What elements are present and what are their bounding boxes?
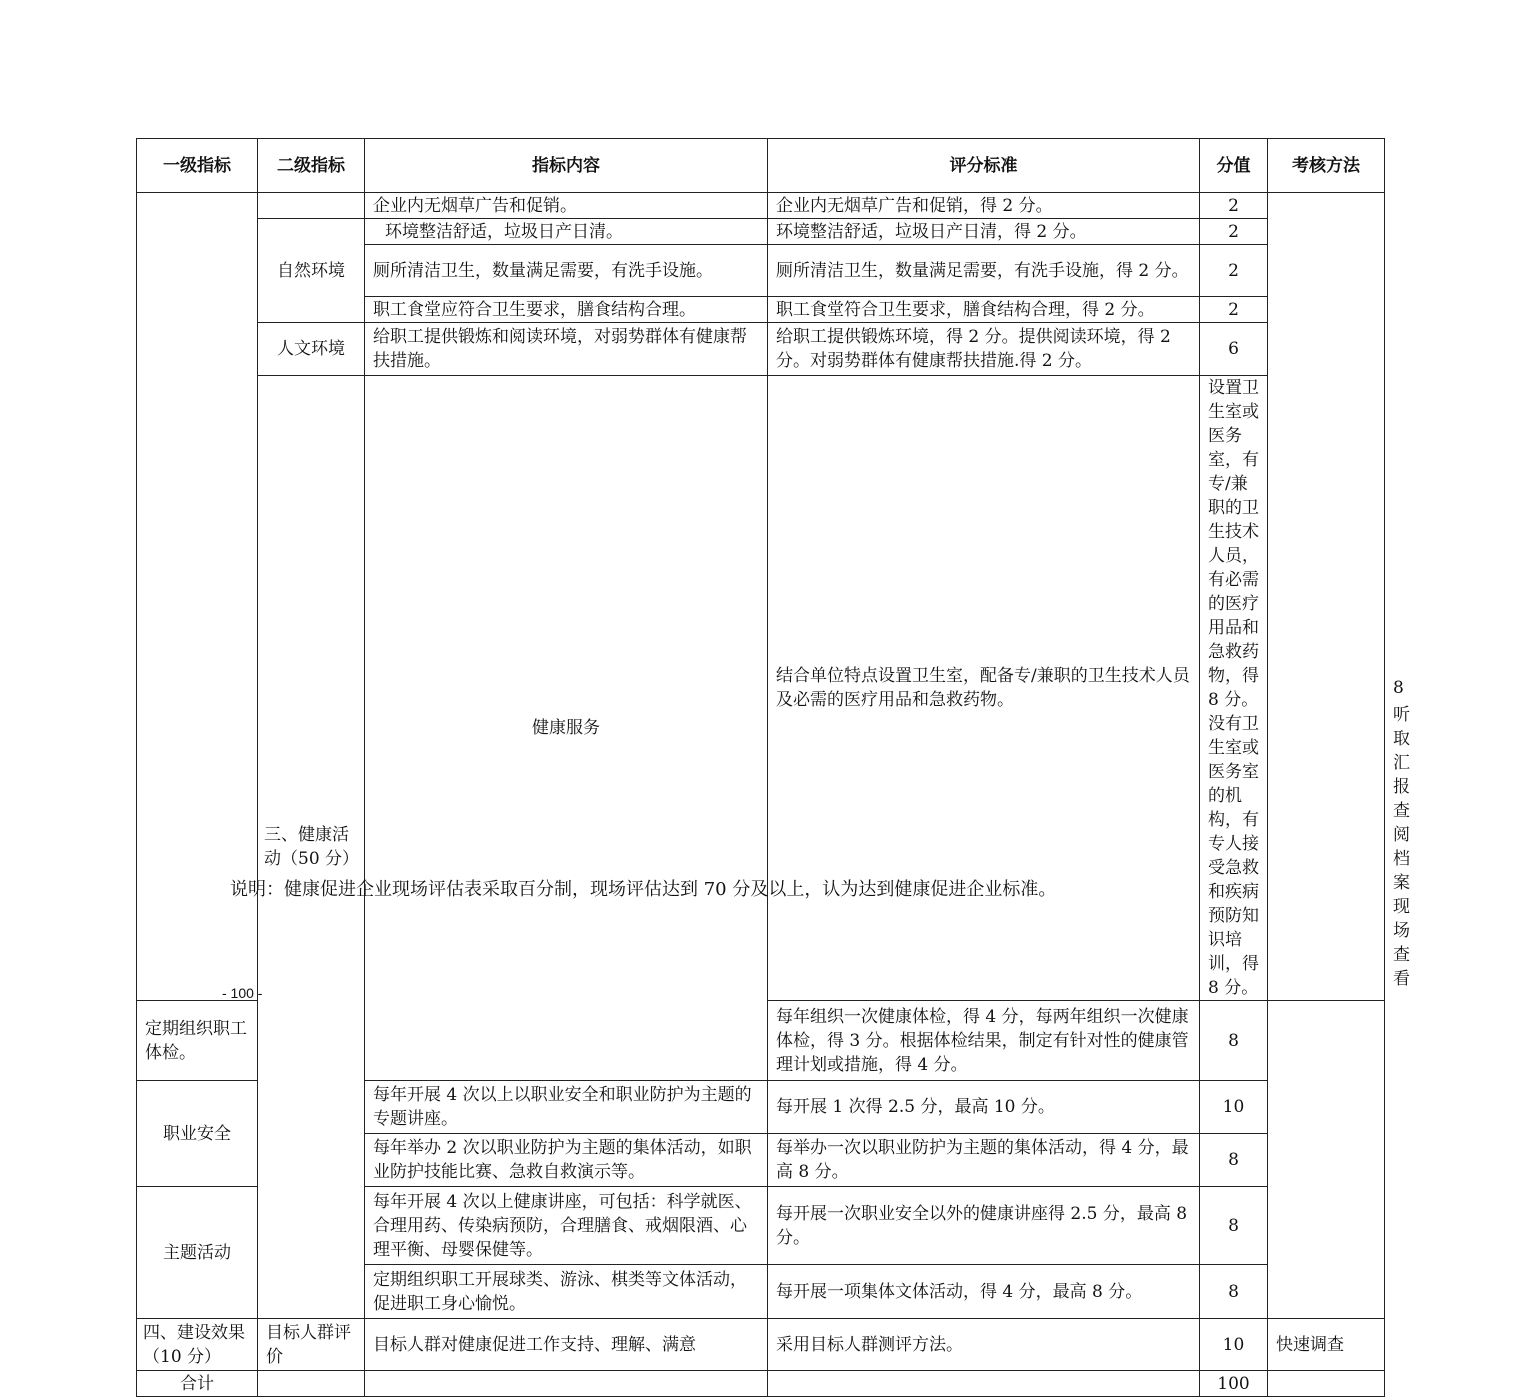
level2-occupational-safety: 职业安全: [137, 1081, 258, 1187]
criteria-cell: 每开展一次职业安全以外的健康讲座得 2.5 分，最高 8 分。: [768, 1187, 1200, 1265]
level2-target-eval: 目标人群评价: [258, 1319, 365, 1371]
empty-cell: [1268, 1371, 1385, 1397]
total-score: 100: [1200, 1371, 1268, 1397]
header-criteria: 评分标准: [768, 139, 1200, 193]
content-cell: 结合单位特点设置卫生室，配备专/兼职的卫生技术人员及必需的医疗用品和急救药物。: [768, 376, 1200, 1001]
empty-cell: [258, 1371, 365, 1397]
table-row: [137, 193, 1385, 219]
level2-humanistic-env: 人文环境: [258, 323, 365, 376]
score-cell: 8: [1200, 1134, 1268, 1187]
header-content: 指标内容: [365, 139, 768, 193]
score-cell: 8: [1200, 1001, 1268, 1081]
criteria-cell: 每举办一次以职业防护为主题的集体活动，得 4 分，最高 8 分。: [768, 1134, 1200, 1187]
content-cell: 每年开展 4 次以上健康讲座，可包括：科学就医、合理用药、传染病预防，合理膳食、戒烟限酒、心理平衡、母婴保健等。: [365, 1187, 768, 1265]
table-row: [137, 1319, 1385, 1371]
content-cell: 环境整洁舒适，垃圾日产日清。: [365, 219, 768, 245]
table-row: [137, 219, 1385, 245]
table-note: 说明：健康促进企业现场评估表采取百分制，现场评估达到 70 分及以上，认为达到健康促进企业标准。: [230, 879, 1057, 900]
level2-cell-empty: [258, 193, 365, 219]
score-cell: 2: [1200, 219, 1268, 245]
content-cell: 目标人群对健康促进工作支持、理解、满意: [365, 1319, 768, 1371]
criteria-cell: 职工食堂符合卫生要求，膳食结构合理，得 2 分。: [768, 297, 1200, 323]
criteria-cell: 每开展一项集体文体活动，得 4 分，最高 8 分。: [768, 1265, 1200, 1319]
level1-health-activities: 三、健康活动（50 分）: [258, 376, 365, 1319]
evaluation-table: [136, 138, 1410, 1397]
score-cell: 2: [1200, 193, 1268, 219]
page-number: - 100 -: [222, 985, 263, 1001]
empty-cell: [768, 1371, 1200, 1397]
criteria-cell: 每开展 1 次得 2.5 分，最高 10 分。: [768, 1081, 1200, 1134]
level2-health-service: 健康服务: [365, 376, 768, 1081]
table-row: [137, 323, 1385, 376]
content-cell: 职工食堂应符合卫生要求，膳食结构合理。: [365, 297, 768, 323]
content-cell: 每年举办 2 次以职业防护为主题的集体活动，如职业防护技能比赛、急救自救演示等。: [365, 1134, 768, 1187]
criteria-cell: 企业内无烟草广告和促销，得 2 分。: [768, 193, 1200, 219]
score-cell: 8: [1200, 1265, 1268, 1319]
method-cell-continued: [1268, 193, 1385, 1001]
score-cell: 10: [1200, 1081, 1268, 1134]
level1-construction-effect: 四、建设效果（10 分）: [137, 1319, 258, 1371]
criteria-cell: 环境整洁舒适，垃圾日产日清，得 2 分。: [768, 219, 1200, 245]
content-cell: 企业内无烟草广告和促销。: [365, 193, 768, 219]
criteria-cell: 厕所清洁卫生，数量满足需要，有洗手设施，得 2 分。: [768, 245, 1200, 297]
level2-theme-activities: 主题活动: [137, 1187, 258, 1319]
content-cell: 定期组织职工开展球类、游泳、棋类等文体活动，促进职工身心愉悦。: [365, 1265, 768, 1319]
content-cell: 给职工提供锻炼和阅读环境，对弱势群体有健康帮扶措施。: [365, 323, 768, 376]
score-cell: 8: [1200, 1187, 1268, 1265]
method-cell: 快速调查: [1268, 1319, 1385, 1371]
header-level2: 二级指标: [258, 139, 365, 193]
content-cell: 每年开展 4 次以上以职业安全和职业防护为主题的专题讲座。: [365, 1081, 768, 1134]
level2-natural-env: 自然环境: [258, 219, 365, 323]
header-level1: 一级指标: [137, 139, 258, 193]
score-cell: 2: [1200, 245, 1268, 297]
header-score: 分值: [1200, 139, 1268, 193]
criteria-cell: 采用目标人群测评方法。: [768, 1319, 1200, 1371]
total-row: [137, 1371, 1385, 1397]
header-row: [137, 139, 1385, 193]
content-cell: 厕所清洁卫生，数量满足需要，有洗手设施。: [365, 245, 768, 297]
score-cell: 10: [1200, 1319, 1268, 1371]
total-label: 合计: [137, 1371, 258, 1397]
score-cell: 6: [1200, 323, 1268, 376]
header-method: 考核方法: [1268, 139, 1385, 193]
criteria-cell: 设置卫生室或医务室，有专/兼职的卫生技术人员，有必需的医疗用品和急救药物，得 8 分。没有卫生室或医务室的机构，有专人接受急救和疾病预防知识培训，得 8 分。: [1200, 376, 1268, 1001]
score-cell: 2: [1200, 297, 1268, 323]
empty-cell: [365, 1371, 768, 1397]
criteria-cell: 给职工提供锻炼环境，得 2 分。提供阅读环境，得 2 分。对弱势群体有健康帮扶措施.得 2 分。: [768, 323, 1200, 376]
content-cell: 定期组织职工体检。: [137, 1001, 258, 1081]
table-row: 三、健康活动（50 分） 健康服务 结合单位特点设置卫生室，配备专/兼职的卫生技术人员及必需的医疗用品和急救药物。 设置卫生室或医务室，有专/兼职的卫生技术人员，有必需的医疗用品和急救药物，得 8 分。没有卫生室或医务室的机构，有专人接受急救和疾病预防知识培训，得 8 分。 8 听取汇报查阅档案现场查看: [137, 376, 1385, 1001]
criteria-cell: 每年组织一次健康体检，得 4 分，每两年组织一次健康体检，得 3 分。根据体检结果，制定有针对性的健康管理计划或措施，得 4 分。: [768, 1001, 1200, 1081]
